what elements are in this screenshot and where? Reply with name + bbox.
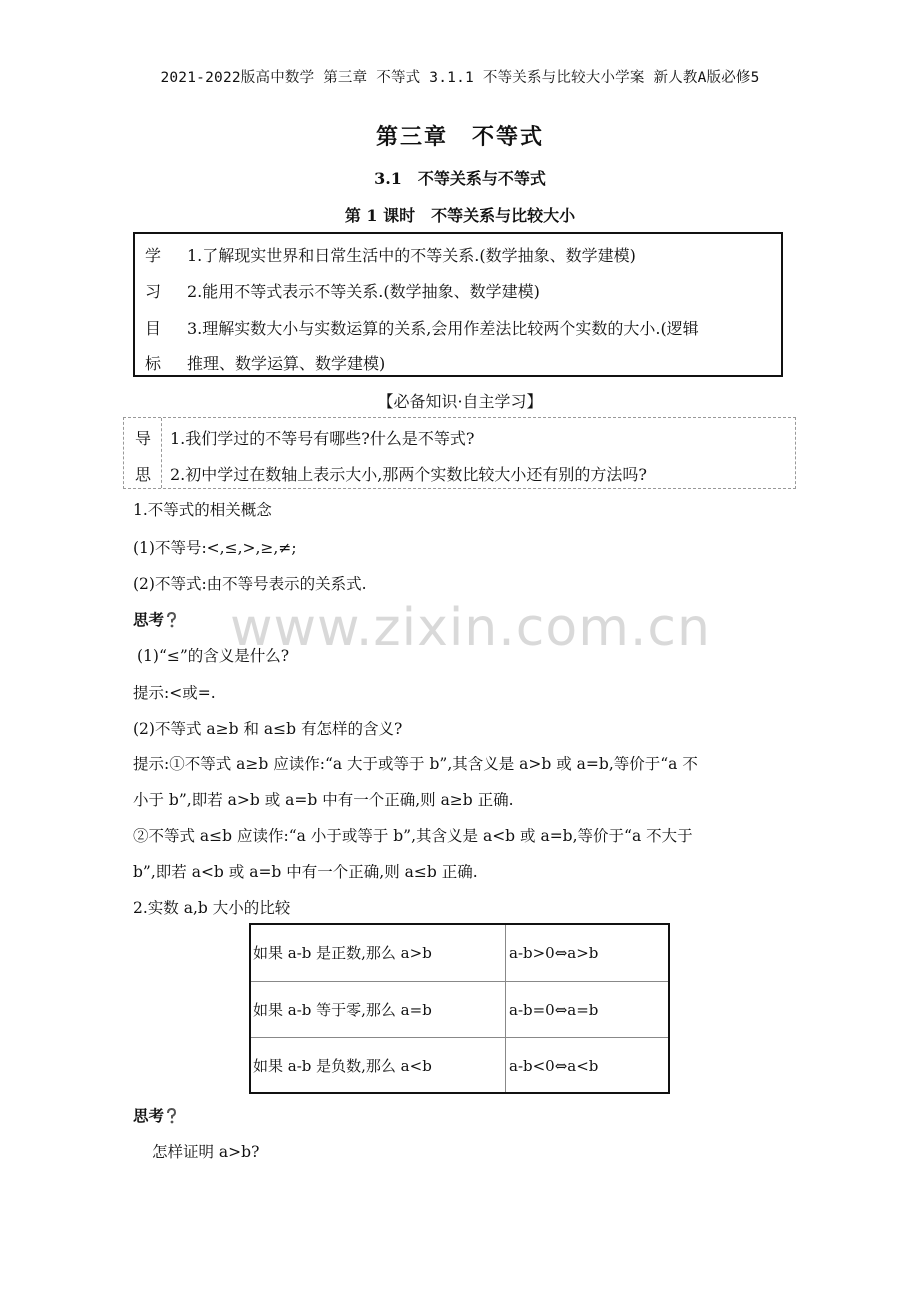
comparison-table: [249, 923, 670, 1094]
table-cell: a-b=0⇔a=b: [509, 1001, 599, 1019]
table-cell: 如果 a-b 是负数,那么 a<b: [253, 1057, 432, 1075]
table-cell: 如果 a-b 等于零,那么 a=b: [253, 1001, 432, 1019]
think-question-2: (2)不等式 a≥b 和 a≤b 有怎样的含义?: [133, 720, 403, 738]
goals-side-char: 习: [145, 282, 162, 301]
table-cell: a-b>0⇔a>b: [509, 944, 599, 962]
question-mark-icon: [166, 1108, 177, 1124]
think-question-1: (1)“≤”的含义是什么?: [137, 647, 290, 665]
table-row: [251, 1037, 668, 1094]
chapter-title: 第三章 不等式: [375, 124, 544, 150]
learning-goals-box: [133, 232, 783, 377]
knowledge-section-title: 【必备知识·自主学习】: [377, 392, 543, 411]
hint-2-line: 提示:①不等式 a≥b 应读作:“a 大于或等于 b”,其含义是 a>b 或 a=b,等价于“a 不: [133, 755, 698, 773]
table-cell: a-b<0⇔a<b: [509, 1057, 599, 1075]
table-cell: 如果 a-b 是正数,那么 a>b: [253, 944, 432, 962]
think-label: 思考: [133, 610, 165, 629]
think-label: 思考: [133, 1106, 165, 1125]
concept-heading: 1.不等式的相关概念: [133, 501, 272, 519]
hint-2-line: 小于 b”,即若 a>b 或 a=b 中有一个正确,则 a≥b 正确.: [133, 791, 514, 809]
concept-inequality-signs: (1)不等号:<,≤,>,≥,≠;: [133, 539, 297, 557]
guide-side-char: 导: [135, 429, 152, 448]
goal-item: 1.了解现实世界和日常生活中的不等关系.(数学抽象、数学建模): [187, 246, 636, 265]
goals-side-char: 学: [145, 246, 162, 265]
hint-1: 提示:<或=.: [133, 684, 216, 702]
think-heading-2: [133, 1104, 177, 1126]
table-row: [251, 925, 668, 981]
goal-item: 2.能用不等式表示不等关系.(数学抽象、数学建模): [187, 282, 540, 301]
guide-side-char: 思: [135, 465, 152, 484]
guide-divider: [161, 418, 162, 488]
goals-side-char: 目: [145, 319, 162, 338]
goal-item: 3.理解实数大小与实数运算的关系,会用作差法比较两个实数的大小.(逻辑: [187, 319, 699, 338]
section-title: 3.1 不等关系与不等式: [374, 169, 546, 188]
guide-question: 1.我们学过的不等号有哪些?什么是不等式?: [170, 429, 475, 448]
question-mark-icon: [166, 612, 177, 628]
compare-heading: 2.实数 a,b 大小的比较: [133, 899, 291, 917]
goal-item: 推理、数学运算、数学建模): [187, 354, 386, 373]
goals-side-char: 标: [145, 354, 162, 373]
guide-box: [123, 417, 796, 489]
hint-3-line: ②不等式 a≤b 应读作:“a 小于或等于 b”,其含义是 a<b 或 a=b,等价于“a 不大于: [133, 827, 693, 845]
concept-inequality-definition: (2)不等式:由不等号表示的关系式.: [133, 575, 367, 593]
guide-question: 2.初中学过在数轴上表示大小,那两个实数比较大小还有别的方法吗?: [170, 465, 647, 484]
watermark: www.zixin.com.cn: [230, 598, 711, 658]
hint-3-line: b”,即若 a<b 或 a=b 中有一个正确,则 a≤b 正确.: [133, 863, 478, 881]
lesson-title: 第 1 课时 不等关系与比较大小: [344, 206, 576, 225]
document-header: 2021-2022版高中数学 第三章 不等式 3.1.1 不等关系与比较大小学案 新人教A版必修5: [160, 70, 760, 86]
think-heading: [133, 608, 177, 630]
think-question-3: 怎样证明 a>b?: [152, 1143, 260, 1161]
table-row: [251, 981, 668, 1038]
